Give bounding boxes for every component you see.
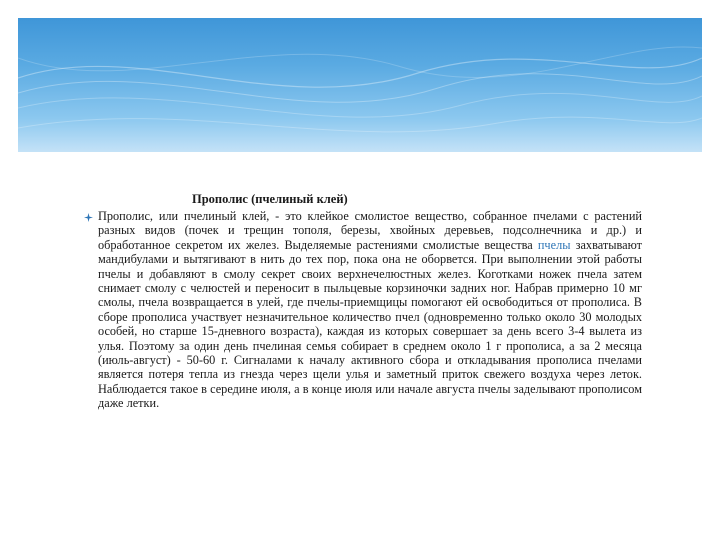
wave-decoration <box>18 18 702 152</box>
bees-link[interactable]: пчелы <box>537 237 571 252</box>
paragraph-text-2: захватывают мандибулами и вытягивают в нить до тех пор, пока она не оборвется. При выполнении этой работы пчелы и добавляют в смолу секрет своих верхнечелюстных желез. Коготками ножек пчела затем снимает смолу с челюстей и переносит в пыльцевые корзиночки задних ног. Набрав примерно 10 мг смолы, пчела возвращается в улей, где пчелы-приемщицы помогают ей освободиться от прополиса. В сборе прополиса участвует незначительное количество пчел (одновременно только около 30 молодых особей, но старше 15-дневного возраста), каждая из которых совершает за день всего 3-4 вылета из улья. Поэтому за один день пчелиная семья собирает в среднем около 1 г прополиса, а за 2 месяца (июль-август) - 50-60 г. Сигналами к началу активного сбора и откладывания прополиса пчелами является потеря тепла из гнезда через щели улья и заметный приток свежего воздуха через леток. Наблюдается такое в середине июля, а в конце июля или начале августа пчелы заделывают прополисом даже летки. <box>98 237 642 411</box>
star-bullet-icon <box>84 211 93 220</box>
slide-content <box>84 192 642 411</box>
slide-title: Прополис (пчелиный клей) <box>192 192 348 206</box>
paragraph-text-1: Прополис, или пчелиный клей, - это клейкое смолистое вещество, собранное пчелами с растений разных видов (почек и трещин тополя, березы, хвойных деревьев, подсолнечника и др.) и обработанное секретом их желез. Выделяемые растениями смолистые вещества <box>98 209 642 252</box>
bullet-paragraph <box>84 209 642 411</box>
header-banner <box>18 18 702 152</box>
